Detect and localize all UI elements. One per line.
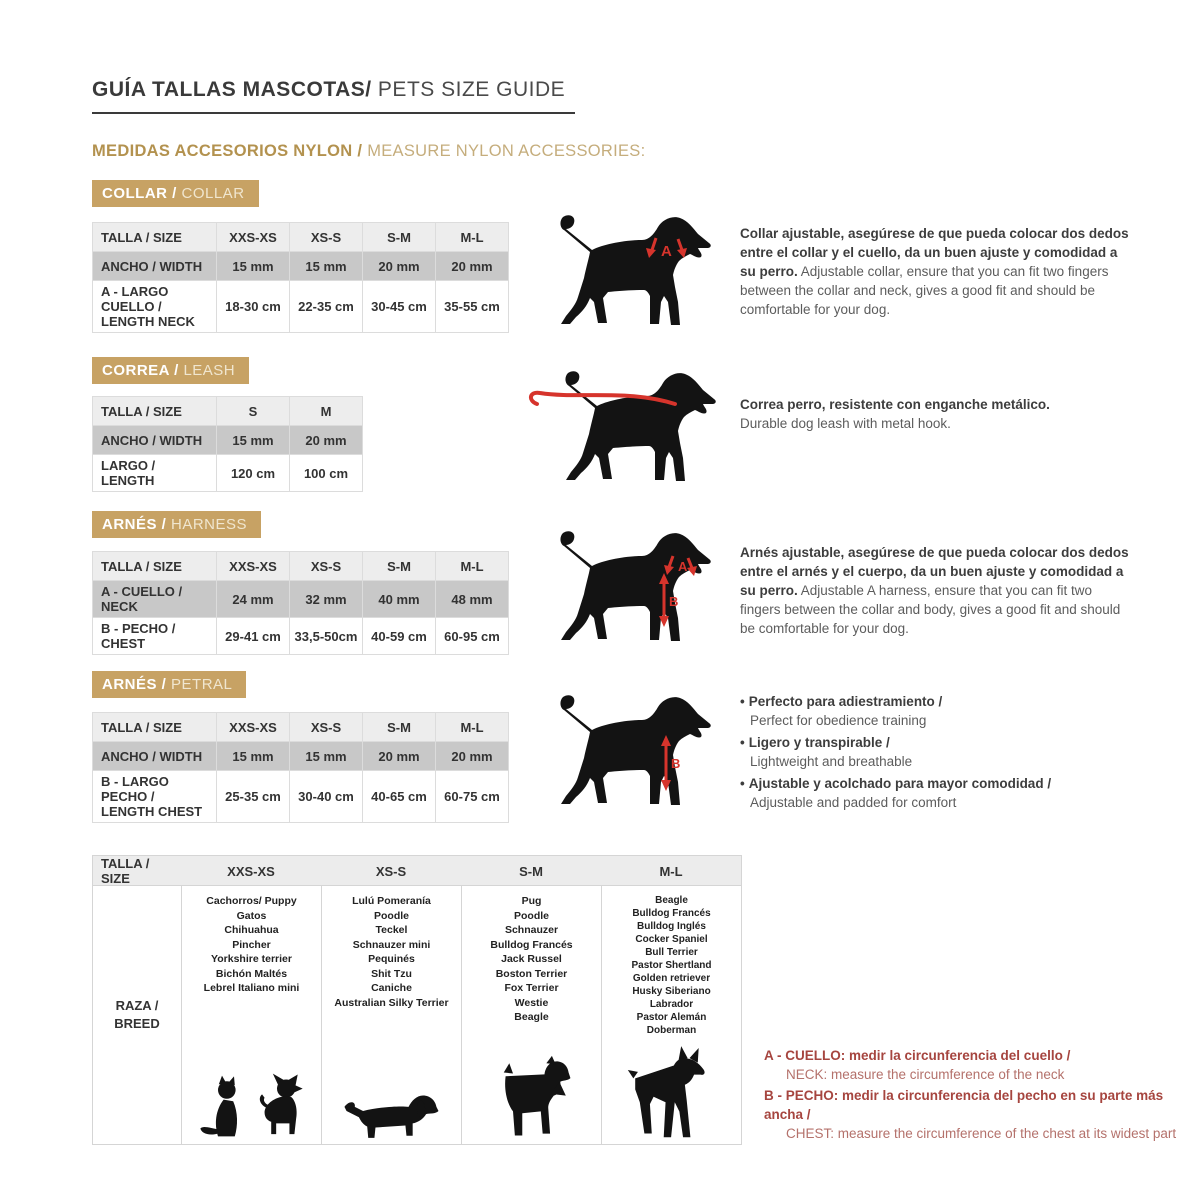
breed-header-size: XXS-XS [227,863,275,879]
breed-item: Pastor Alemán [636,1012,707,1023]
table-size-header: M-L [436,223,509,252]
size-table [92,396,363,492]
collar-desc-es: Collar ajustable, asegúrese de que pueda colocar dos dedos entre el collar y el cuello, da un buen ajuste y comodidad a su perro. [740,226,1129,279]
table-value: 20 mm [436,252,509,281]
table-row [93,426,363,455]
svg-text:A: A [661,243,672,260]
badge-label-es: ARNÉS / [102,676,172,693]
table-value: 22-35 cm [290,281,363,333]
table-value: 20 mm [363,252,436,281]
badge-label-es: CORREA / [102,362,184,379]
breed-header-size: M-L [659,863,683,879]
svg-text:B: B [671,756,681,771]
table-header-row [93,552,509,581]
collar-description [740,224,1136,319]
schnauzer-silhouette-icon [492,1054,572,1142]
table-label-header: TALLA / SIZE [93,223,217,252]
table-value: 40 mm [363,581,436,618]
breed-item: Fox Terrier [504,982,559,994]
breed-item: Doberman [646,1025,697,1036]
table-row-label: B - PECHO / CHEST [93,618,217,655]
collar-section-badge [92,180,259,207]
table-row [93,252,509,281]
table-row-label: ANCHO / WIDTH [93,742,217,771]
table-value: 32 mm [290,581,363,618]
table-value: 60-75 cm [436,771,509,823]
collar-size-table [92,222,509,333]
breed-item: Bull Terrier [645,947,698,958]
breed-item: Westie [514,996,549,1009]
breed-item: Pequinés [368,953,415,965]
harness-size-table [92,551,509,655]
table-value: 15 mm [217,426,290,455]
badge-label-en: COLLAR [181,185,245,202]
petral-bullet-es: • Ajustable y acolchado para mayor comodidad / [740,776,1052,791]
note-a-es: A - CUELLO: medir la circunferencia del cuello / [764,1048,1071,1063]
petral-feature-list [740,692,1140,815]
breed-header-size: S-M [519,863,543,879]
breed-item: Lebrel Italiano mini [203,982,300,994]
measurement-notes [764,1046,1200,1145]
breed-size-table [92,855,742,1145]
breed-item: Beagle [655,895,688,906]
breed-item: Pincher [232,938,271,951]
breed-cell-s-m [461,886,601,1144]
breed-item: Bichón Maltés [215,967,288,980]
note-a-en: NECK: measure the circumference of the neck [786,1067,1065,1082]
note-b-es: B - PECHO: medir la circunferencia del pecho en su parte más ancha / [764,1088,1164,1122]
table-size-header: M [290,397,363,426]
leash-desc-en: Durable dog leash with metal hook. [740,416,951,431]
breed-item: Teckel [375,924,408,936]
table-value: 30-40 cm [290,771,363,823]
table-header-row [93,397,363,426]
breed-item: Poodle [373,909,409,922]
badge-label-en: LEASH [183,362,236,379]
leash-desc-es: Correa perro, resistente con enganche metálico. [740,397,1050,412]
svg-text:B: B [669,594,679,609]
dog-silhouette-icon [540,692,730,817]
table-value: 60-95 cm [436,618,509,655]
badge-label-en: PETRAL [171,676,233,693]
breed-item: Pug [521,895,542,907]
table-row-label: ANCHO / WIDTH [93,426,217,455]
size-table [92,551,509,655]
petral-bullet-en: Lightweight and breathable [750,754,913,769]
table-row [93,771,509,823]
table-row [93,742,509,771]
table-row [93,581,509,618]
harness-desc-es: Arnés ajustable, asegúrese de que pueda colocar dos dedos entre el arnés y el cuerpo, da un buen ajuste y comodidad a su perro. [740,545,1129,598]
table-value: 48 mm [436,581,509,618]
table-header-row [93,713,509,742]
table-value: 35-55 cm [436,281,509,333]
table-size-header: S [217,397,290,426]
table-value: 40-59 cm [363,618,436,655]
breed-header-size: XS-S [375,863,407,879]
table-label-header: TALLA / SIZE [93,397,217,426]
dachshund-silhouette-icon [340,1080,444,1142]
svg-text:A: A [678,559,688,574]
breed-header-label: TALLA / SIZE [101,856,150,886]
petral-section-badge [92,671,246,698]
breed-item: Boston Terrier [495,967,568,980]
table-value: 20 mm [290,426,363,455]
table-size-header: XS-S [290,552,363,581]
table-row [93,618,509,655]
table-value: 120 cm [217,455,290,492]
table-size-header: XXS-XS [217,552,290,581]
breed-item: Cocker Spaniel [635,934,708,945]
table-size-header: S-M [363,713,436,742]
table-row-label: ANCHO / WIDTH [93,252,217,281]
petral-bullet-en: Adjustable and padded for comfort [750,795,957,810]
breed-item: Lulú Pomeranía [352,895,431,907]
table-value: 29-41 cm [217,618,290,655]
breed-list [204,894,300,996]
breed-item: Pastor Shertland [631,960,712,971]
table-row-label: B - LARGO PECHO / LENGTH CHEST [93,771,217,823]
breed-cell-xxs-xs [181,886,321,1144]
page-subtitle-es: MEDIDAS ACCESORIOS NYLON / [92,142,368,160]
breed-item: Labrador [649,999,694,1010]
table-size-header: XS-S [290,223,363,252]
breed-item: Husky Siberiano [632,986,711,997]
breed-item: Shit Tzu [371,967,412,980]
table-row [93,455,363,492]
page-subtitle [92,142,645,161]
breed-item: Schnauzer mini [352,938,431,951]
leash-section-badge [92,357,249,384]
table-value: 18-30 cm [217,281,290,333]
page-subtitle-en: MEASURE NYLON ACCESSORIES: [367,142,646,160]
badge-label-es: COLLAR / [102,185,182,202]
table-value: 40-65 cm [363,771,436,823]
breed-item: Bulldog Inglés [637,921,706,932]
harness-dog-figure [540,528,730,658]
harness-desc-en: Adjustable A harness, ensure that you can fit two fingers between the collar and body, gives a good fit and should be comfortable for your dog. [740,583,1121,636]
table-value: 24 mm [217,581,290,618]
dog-silhouette-icon [540,212,730,337]
breed-item: Schnauzer [504,924,559,936]
table-value: 15 mm [217,252,290,281]
breed-item: Chihuahua [224,924,279,936]
breed-row-label-cell: RAZA / BREED [114,998,160,1031]
table-value: 25-35 cm [217,771,290,823]
breed-list [490,894,572,1025]
petral-bullet-en: Perfect for obedience training [750,713,927,728]
page-title [92,78,575,114]
breed-item: Yorkshire terrier [211,953,292,965]
breed-list [334,894,448,1010]
note-b-en: CHEST: measure the circumference of the chest at its widest part [786,1126,1177,1141]
table-value: 15 mm [290,252,363,281]
breed-item: Caniche [371,982,412,994]
cat-silhouette-icon [198,1070,242,1142]
table-size-header: XXS-XS [217,713,290,742]
chihuahua-silhouette-icon [248,1070,306,1142]
table-row-label: A - LARGO CUELLO / LENGTH NECK [93,281,217,333]
collar-desc-en: Adjustable collar, ensure that you can fit two fingers between the collar and neck, gives a good fit and should be comfortable for your dog. [740,264,1109,317]
table-size-header: M-L [436,552,509,581]
table-value: 20 mm [363,742,436,771]
breed-cell-xs-s [321,886,461,1144]
petral-bullet-es: • Ligero y transpirable / [740,735,890,750]
petral-size-table [92,712,509,823]
breed-item: Beagle [514,1011,549,1023]
size-table [92,712,509,823]
breed-item: Cachorros/ Puppy [206,895,297,907]
table-size-header: XXS-XS [217,223,290,252]
doberman-silhouette-icon [626,1045,718,1142]
breed-item: Australian Silky Terrier [334,996,449,1009]
table-value: 33,5-50cm [290,618,363,655]
breed-item: Bulldog Francés [632,908,711,919]
badge-label-en: HARNESS [171,516,248,533]
breed-list [631,894,711,1037]
table-value: 30-45 cm [363,281,436,333]
table-row [93,281,509,333]
table-value: 100 cm [290,455,363,492]
dog-silhouette-icon [540,528,730,653]
page-title-es: GUÍA TALLAS MASCOTAS/ [92,78,372,101]
breed-item: Jack Russel [501,953,562,965]
table-value: 20 mm [436,742,509,771]
harness-section-badge [92,511,261,538]
table-label-header: TALLA / SIZE [93,552,217,581]
table-label-header: TALLA / SIZE [93,713,217,742]
page-title-en: PETS SIZE GUIDE [371,78,566,101]
harness-description [740,543,1136,638]
leash-size-table [92,396,363,492]
collar-dog-figure [540,212,730,342]
dog-silhouette-icon [523,368,735,493]
table-header-row [93,223,509,252]
table-size-header: XS-S [290,713,363,742]
badge-label-es: ARNÉS / [102,516,172,533]
petral-dog-figure [540,692,730,822]
breed-table-header [93,856,741,886]
leash-description [740,395,1136,433]
breed-item: Bulldog Francés [490,938,573,951]
table-value: 15 mm [217,742,290,771]
table-value: 15 mm [290,742,363,771]
leash-dog-figure [523,368,735,498]
breed-item: Poodle [513,909,549,922]
table-size-header: M-L [436,713,509,742]
breed-item: Gatos [236,909,267,922]
breed-table-body [93,886,741,1144]
table-row-label: A - CUELLO / NECK [93,581,217,618]
petral-bullet-es: • Perfecto para adiestramiento / [740,694,943,709]
breed-item: Golden retriever [632,973,711,984]
size-table [92,222,509,333]
breed-cell-m-l [601,886,741,1144]
table-size-header: S-M [363,552,436,581]
table-size-header: S-M [363,223,436,252]
table-row-label: LARGO / LENGTH [93,455,217,492]
